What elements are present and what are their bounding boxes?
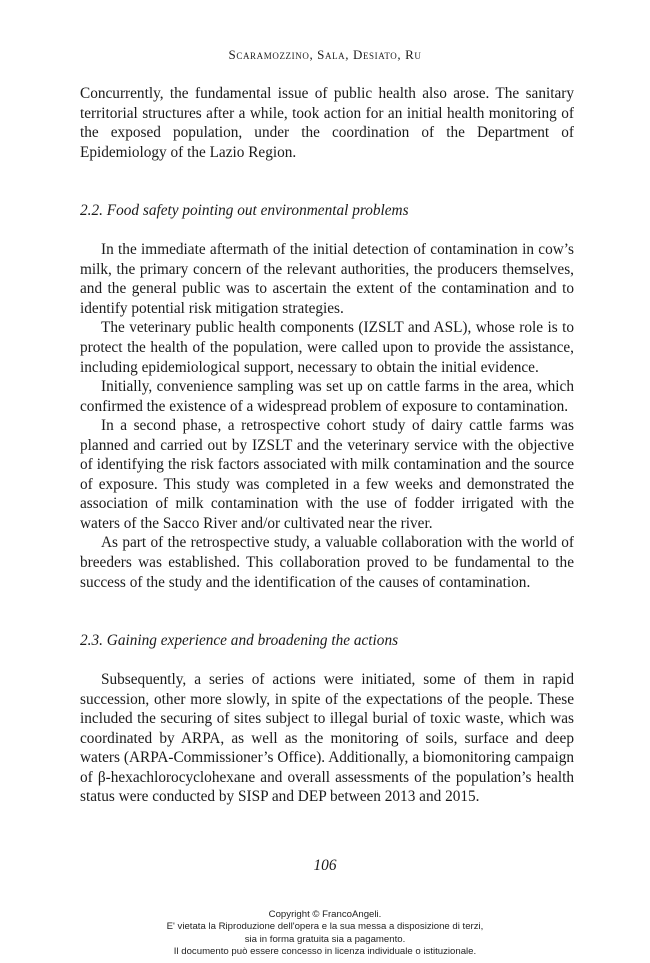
running-head: Scaramozzino, Sala, Desiato, Ru [228, 47, 422, 62]
section-heading-2-2: 2.2. Food safety pointing out environmental problems [80, 202, 409, 220]
body-paragraph: As part of the retrospective study, a valuable collaboration with the world of breeders was established. This collaboration proved to be fundamental to the success of the study and the identification of the causes of contamination. [80, 534, 574, 591]
body-paragraph: In a second phase, a retrospective cohort study of dairy cattle farms was planned and carried out by IZSLT and the veterinary service with the objective of identifying the risk factors associated with milk contamination and the source of exposure. This study was completed in a few weeks and demonstrated the association of milk contamination with the use of fodder irrigated with the waters of the Sacco River and/or cultivated near the river. [80, 417, 574, 532]
copyright-notice [0, 909, 650, 958]
body-paragraph: In the immediate aftermath of the initial detection of contamination in cow’s milk, the primary concern of the relevant authorities, the producers themselves, and the general public was to ascertain the extent of the contamination and to identify potential risk mitigation strategies. [80, 241, 574, 317]
copyright-line: Il documento può essere concesso in licenza individuale o istituzionale. [173, 945, 477, 957]
body-paragraph: Concurrently, the fundamental issue of public health also arose. The sanitary territorial structures after a while, took action for an initial health monitoring of the exposed population, under the coordination of the Department of Epidemiology of the Lazio Region. [80, 85, 574, 161]
section-heading-2-3: 2.3. Gaining experience and broadening the actions [80, 632, 399, 650]
copyright-line: sia in forma gratuita sia a pagamento. [244, 933, 406, 945]
body-paragraph: Subsequently, a series of actions were initiated, some of them in rapid succession, other more slowly, in spite of the expectations of the people. These included the securing of sites subject to illegal burial of toxic waste, which was coordinated by ARPA, as well as the monitoring of soils, surface and deep waters (ARPA-Commissioner’s Office). Additionally, a biomonitoring campaign of β-hexachlorocyclohexane and overall assessments of the population’s health status were conducted by SISP and DEP between 2013 and 2015. [80, 671, 574, 806]
body-paragraph: The veterinary public health components (IZSLT and ASL), whose role is to protect the health of the population, were called upon to provide the assistance, including epidemiological support, necessary to obtain the initial evidence. [80, 319, 574, 376]
main-text [80, 84, 574, 807]
page-number: 106 [313, 857, 337, 874]
body-paragraph: Initially, convenience sampling was set up on cattle farms in the area, which confirmed the existence of a widespread problem of exposure to contamination. [80, 378, 574, 415]
copyright-line: E' vietata la Riproduzione dell'opera e la sua messa a disposizione di terzi, [166, 921, 484, 933]
copyright-line: Copyright © FrancoAngeli. [268, 909, 382, 920]
